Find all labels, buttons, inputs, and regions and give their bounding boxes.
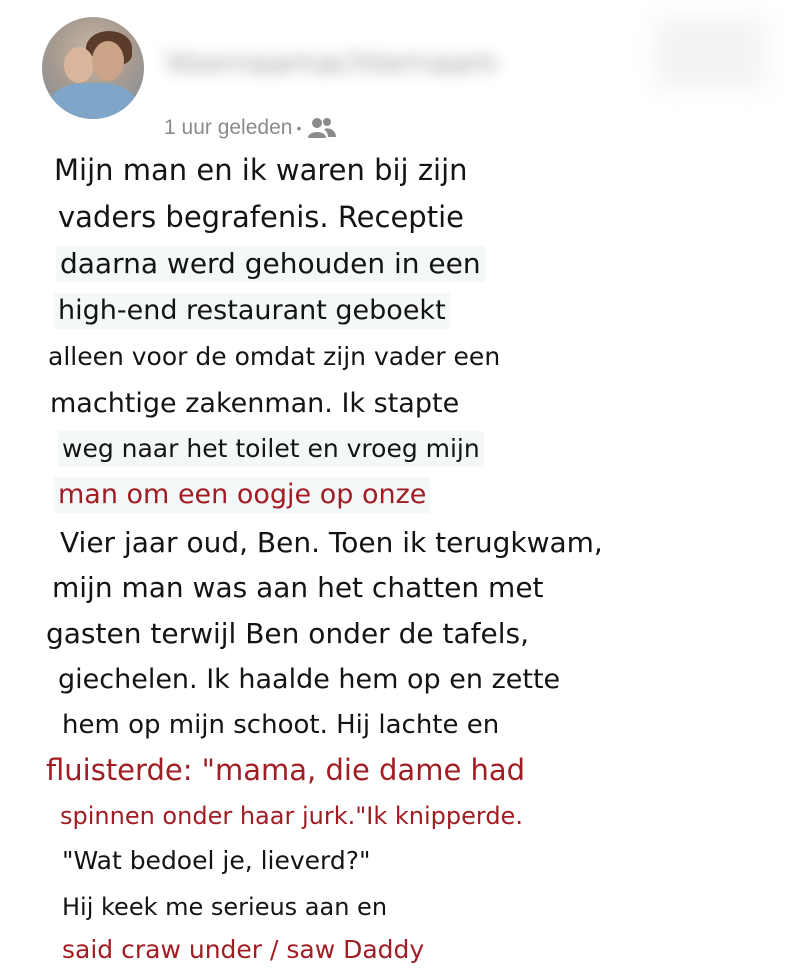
body-line-2: vaders begrafenis. Receptie xyxy=(54,199,468,235)
blurred-corner-area xyxy=(655,18,765,88)
body-line-7: weg naar het toilet en vroeg mijn xyxy=(58,431,484,467)
body-line-10: mijn man was aan het chatten met xyxy=(48,570,548,606)
profile-avatar[interactable] xyxy=(42,17,144,119)
body-line-17: Hij keek me serieus aan en xyxy=(58,889,391,925)
post-meta xyxy=(164,113,337,143)
friends-icon[interactable] xyxy=(307,116,337,140)
avatar-child-face xyxy=(64,47,94,83)
body-line-12: giechelen. Ik haalde hem op en zette xyxy=(54,662,564,698)
body-line-6: machtige zakenman. Ik stapte xyxy=(46,386,463,422)
body-line-11: gasten terwijl Ben onder de tafels, xyxy=(42,616,533,652)
body-line-14: fluisterde: "mama, die dame had xyxy=(42,752,529,788)
body-line-8: man om een oogje op onze xyxy=(54,477,430,513)
body-line-9: Vier jaar oud, Ben. Toen ik terugkwam, xyxy=(56,525,607,561)
body-line-3: daarna werd gehouden in een xyxy=(56,246,485,282)
body-line-15: spinnen onder haar jurk."Ik knipperde. xyxy=(56,798,527,834)
body-line-16: "Wat bedoel je, lieverd?" xyxy=(58,843,375,879)
meta-separator: • xyxy=(296,120,302,136)
body-line-18: said craw under / saw Daddy xyxy=(58,932,428,968)
body-line-13: hem op mijn schoot. Hij lachte en xyxy=(58,707,503,743)
body-line-5: alleen voor de omdat zijn vader een xyxy=(44,339,504,375)
post-timestamp[interactable]: 1 uur geleden xyxy=(164,116,293,139)
avatar-shirt xyxy=(50,83,136,119)
body-line-4: high-end restaurant geboekt xyxy=(54,293,450,329)
body-line-1: Mijn man en ik waren bij zijn xyxy=(50,152,472,188)
author-name-blurred[interactable]: Voornaamachternaam xyxy=(165,46,498,81)
avatar-adult-face xyxy=(92,41,124,81)
